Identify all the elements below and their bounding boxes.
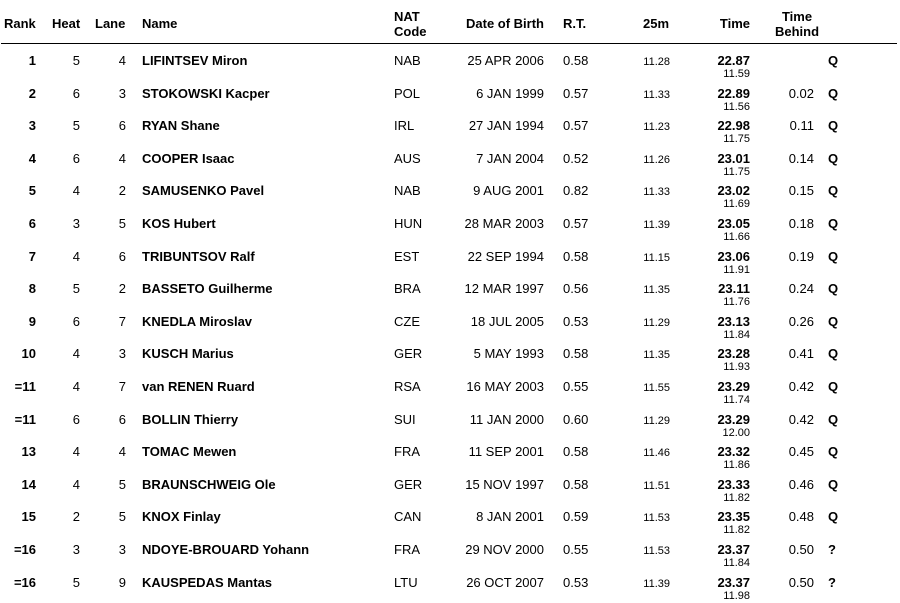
split-second-25m: 11.82 [723,491,750,504]
qualification-mark: Q [828,444,839,460]
nat-code: BRA [394,281,421,297]
reaction-time: 0.57 [563,118,589,134]
table-row [0,113,900,146]
lane-cell: 2 [118,183,126,199]
reaction-time: 0.57 [563,85,589,101]
nat-code: SUI [394,411,416,427]
swimmer-name: van RENEN Ruard [142,379,255,394]
qualification-mark: Q [828,509,839,525]
table-row [0,146,900,179]
split-25m: 11.26 [643,153,670,166]
split-25m: 11.15 [643,251,670,264]
nat-code: FRA [394,542,420,557]
split-25m: 11.33 [643,88,670,101]
time-behind: 0.42 [788,411,814,427]
split-25m: 11.55 [643,382,670,394]
date-of-birth: 11 SEP 2001 [468,444,544,460]
header-time-behind-line2: Behind [774,24,820,39]
table-row [0,570,900,603]
split-25m: 11.35 [643,349,670,362]
lane-cell: 3 [118,85,126,101]
split-second-25m: 11.84 [723,557,750,569]
reaction-time: 0.58 [563,346,589,362]
nat-code: CAN [394,509,422,525]
lane-cell: 4 [118,150,126,166]
nat-code: GER [394,476,423,492]
qualification-mark: Q [828,379,839,394]
table-row [0,504,900,537]
table-row [0,211,900,244]
header-nat-line1: NAT [394,9,420,24]
table-row [0,537,900,570]
header-reaction-time: R.T. [563,16,587,31]
split-second-25m: 11.91 [723,263,750,276]
reaction-time: 0.53 [563,574,589,590]
swimmer-name: COOPER Isaac [142,150,235,166]
table-row [0,244,900,277]
nat-code: CZE [394,313,420,329]
swimmer-name: BOLLIN Thierry [142,411,239,427]
heat-cell: 6 [72,150,80,166]
reaction-time: 0.56 [563,281,589,297]
rank-cell: 14 [21,476,36,492]
time-behind: 0.24 [788,281,814,297]
nat-code: IRL [394,118,415,134]
final-time: 23.32 [717,444,750,460]
header-time: Time [719,16,750,31]
rank-cell: =16 [13,542,36,557]
rank-cell: =16 [13,574,36,590]
time-behind: 0.14 [788,150,814,166]
rank-cell: 4 [28,150,36,166]
swimmer-name: TRIBUNTSOV Ralf [142,248,255,264]
time-behind: 0.50 [788,574,814,590]
reaction-time: 0.53 [563,313,589,329]
reaction-time: 0.55 [563,379,589,394]
swimmer-name: KNOX Finlay [142,509,221,525]
qualification-mark: Q [828,216,839,231]
lane-cell: 6 [118,248,126,264]
lane-cell: 3 [118,542,126,557]
date-of-birth: 6 JAN 1999 [476,85,544,101]
split-second-25m: 11.66 [723,231,750,243]
reaction-time: 0.82 [563,183,589,199]
final-time: 23.01 [717,150,750,166]
table-row [0,472,900,505]
qualification-mark: Q [828,281,839,297]
table-row [0,407,900,440]
heat-cell: 6 [72,313,80,329]
rank-cell: 9 [28,313,36,329]
split-second-25m: 11.56 [723,100,750,113]
header-nat-line2: Code [394,24,427,39]
nat-code: AUS [394,150,421,166]
split-25m: 11.29 [643,316,670,329]
lane-cell: 5 [118,509,126,525]
reaction-time: 0.52 [563,150,589,166]
split-second-25m: 11.98 [723,589,750,602]
qualification-mark: Q [828,183,839,199]
lane-cell: 6 [118,411,126,427]
split-25m: 11.29 [643,414,670,427]
final-time: 22.87 [717,53,750,68]
heat-cell: 3 [72,542,80,557]
header-split-25m: 25m [643,16,670,31]
split-second-25m: 11.84 [723,328,750,341]
split-25m: 11.39 [643,219,670,231]
split-second-25m: 11.86 [723,459,750,472]
table-row [0,341,900,374]
date-of-birth: 11 JAN 2000 [469,411,544,427]
header-lane: Lane [95,16,126,31]
reaction-time: 0.60 [563,411,589,427]
final-time: 23.13 [717,313,750,329]
rank-cell: 10 [21,346,36,362]
table-row [0,276,900,309]
final-time: 22.89 [717,85,750,101]
table-row [0,439,900,472]
split-25m: 11.35 [643,284,670,297]
split-second-25m: 11.74 [723,394,750,406]
split-25m: 11.53 [643,545,670,557]
rank-cell: 7 [28,248,36,264]
final-time: 23.11 [718,281,750,297]
lane-cell: 4 [118,53,126,68]
time-behind: 0.42 [788,379,814,394]
swimmer-name: TOMAC Mewen [142,444,237,460]
swimmer-name: KAUSPEDAS Mantas [142,574,273,590]
split-25m: 11.28 [643,56,670,68]
final-time: 23.02 [717,183,750,199]
final-time: 23.05 [717,216,750,231]
final-time: 23.29 [717,379,750,394]
final-time: 23.06 [717,248,750,264]
qualification-mark: Q [828,248,839,264]
swimmer-name: KNEDLA Miroslav [142,313,253,329]
date-of-birth: 5 MAY 1993 [473,346,544,362]
rank-cell: 6 [28,216,36,231]
date-of-birth: 29 NOV 2000 [465,542,544,557]
time-behind: 0.45 [788,444,814,460]
nat-code: GER [394,346,423,362]
heat-cell: 3 [72,216,80,231]
lane-cell: 6 [118,118,126,134]
time-behind: 0.41 [788,346,814,362]
lane-cell: 9 [118,574,126,590]
rank-cell: 2 [28,85,36,101]
table-row [0,48,900,81]
nat-code: POL [394,85,421,101]
split-25m: 11.33 [643,186,670,199]
final-time: 23.37 [717,542,750,557]
swimmer-name: RYAN Shane [142,118,220,134]
date-of-birth: 16 MAY 2003 [466,379,544,394]
results-header [0,0,900,44]
split-second-25m: 11.93 [723,361,750,374]
split-second-25m: 11.82 [723,524,750,537]
heat-cell: 4 [72,444,80,460]
heat-cell: 4 [72,183,80,199]
qualification-mark: Q [828,118,839,134]
rank-cell: =11 [14,379,36,394]
swimmer-name: BASSETO Guilherme [142,281,273,297]
heat-cell: 5 [72,574,80,590]
date-of-birth: 25 APR 2006 [467,53,544,68]
header-divider [1,43,897,44]
header-date-of-birth: Date of Birth [466,16,544,31]
split-25m: 11.23 [643,121,670,134]
split-25m: 11.51 [643,479,670,492]
split-second-25m: 12.00 [722,426,750,439]
date-of-birth: 28 MAR 2003 [464,216,544,231]
date-of-birth: 18 JUL 2005 [470,313,544,329]
nat-code: NAB [394,183,421,199]
qualification-mark: Q [828,411,839,427]
split-second-25m: 11.75 [723,165,750,178]
lane-cell: 4 [118,444,126,460]
table-row [0,309,900,342]
time-behind: 0.48 [788,509,814,525]
swimmer-name: LIFINTSEV Miron [142,53,248,68]
heat-cell: 5 [72,118,80,134]
nat-code: LTU [394,574,418,590]
qualification-mark: Q [828,476,839,492]
final-time: 23.28 [717,346,750,362]
nat-code: NAB [394,53,421,68]
date-of-birth: 26 OCT 2007 [466,574,544,590]
heat-cell: 4 [72,346,80,362]
split-25m: 11.46 [643,447,670,460]
nat-code: HUN [394,216,423,231]
lane-cell: 5 [118,216,126,231]
date-of-birth: 9 AUG 2001 [473,183,544,199]
lane-cell: 7 [118,313,126,329]
swimmer-name: KOS Hubert [142,216,216,231]
final-time: 22.98 [717,118,750,134]
table-row [0,81,900,114]
rank-cell: 3 [28,118,36,134]
nat-code: RSA [394,379,421,394]
heat-cell: 4 [72,248,80,264]
header-heat: Heat [52,16,81,31]
date-of-birth: 27 JAN 1994 [468,118,544,134]
time-behind: 0.15 [788,183,814,199]
heat-cell: 4 [72,476,80,492]
rank-cell: =11 [14,411,36,427]
qualification-mark: Q [828,313,839,329]
split-25m: 11.39 [643,577,670,590]
split-second-25m: 11.69 [723,198,750,211]
swimmer-name: NDOYE-BROUARD Yohann [142,542,310,557]
heat-cell: 5 [72,53,80,68]
reaction-time: 0.58 [563,476,589,492]
heat-cell: 4 [72,379,80,394]
header-time-behind-line1: Time [781,9,813,24]
qualification-mark: Q [828,53,839,68]
qualification-mark: Q [828,346,839,362]
reaction-time: 0.58 [563,444,589,460]
heat-cell: 5 [72,281,80,297]
time-behind: 0.26 [788,313,814,329]
lane-cell: 5 [118,476,126,492]
header-rank: Rank [4,16,36,31]
nat-code: FRA [394,444,420,460]
swimmer-name: BRAUNSCHWEIG Ole [142,476,276,492]
rank-cell: 15 [21,509,36,525]
split-25m: 11.53 [643,512,670,525]
table-row [0,374,900,407]
reaction-time: 0.58 [563,53,589,68]
swimmer-name: KUSCH Marius [142,346,234,362]
swimmer-name: STOKOWSKI Kacper [142,85,270,101]
split-second-25m: 11.59 [723,68,750,80]
rank-cell: 8 [28,281,36,297]
time-behind: 0.46 [788,476,814,492]
heat-cell: 6 [72,411,80,427]
rank-cell: 13 [21,444,36,460]
heat-cell: 6 [72,85,80,101]
time-behind: 0.11 [789,118,814,134]
header-name: Name [142,16,178,31]
qualification-mark: Q [828,85,839,101]
lane-cell: 7 [118,379,126,394]
time-behind: 0.50 [788,542,814,557]
date-of-birth: 8 JAN 2001 [476,509,544,525]
time-behind: 0.02 [788,85,814,101]
qualification-mark: ? [828,574,836,590]
date-of-birth: 7 JAN 2004 [476,150,544,166]
swimmer-name: SAMUSENKO Pavel [142,183,265,199]
rank-cell: 5 [28,183,36,199]
reaction-time: 0.59 [563,509,589,525]
time-behind: 0.18 [788,216,814,231]
split-second-25m: 11.76 [723,296,750,309]
reaction-time: 0.55 [563,542,589,557]
heat-cell: 2 [72,509,80,525]
qualification-mark: Q [828,150,839,166]
split-second-25m: 11.75 [723,133,750,146]
table-row [0,178,900,211]
final-time: 23.33 [717,476,750,492]
time-behind: 0.19 [788,248,814,264]
lane-cell: 2 [118,281,126,297]
date-of-birth: 22 SEP 1994 [467,248,544,264]
lane-cell: 3 [118,346,126,362]
date-of-birth: 12 MAR 1997 [464,281,544,297]
reaction-time: 0.57 [563,216,589,231]
final-time: 23.35 [717,509,750,525]
reaction-time: 0.58 [563,248,589,264]
final-time: 23.37 [717,574,750,590]
date-of-birth: 15 NOV 1997 [465,476,544,492]
final-time: 23.29 [717,411,750,427]
nat-code: EST [394,248,420,264]
rank-cell: 1 [28,53,36,68]
qualification-mark: ? [828,542,836,557]
